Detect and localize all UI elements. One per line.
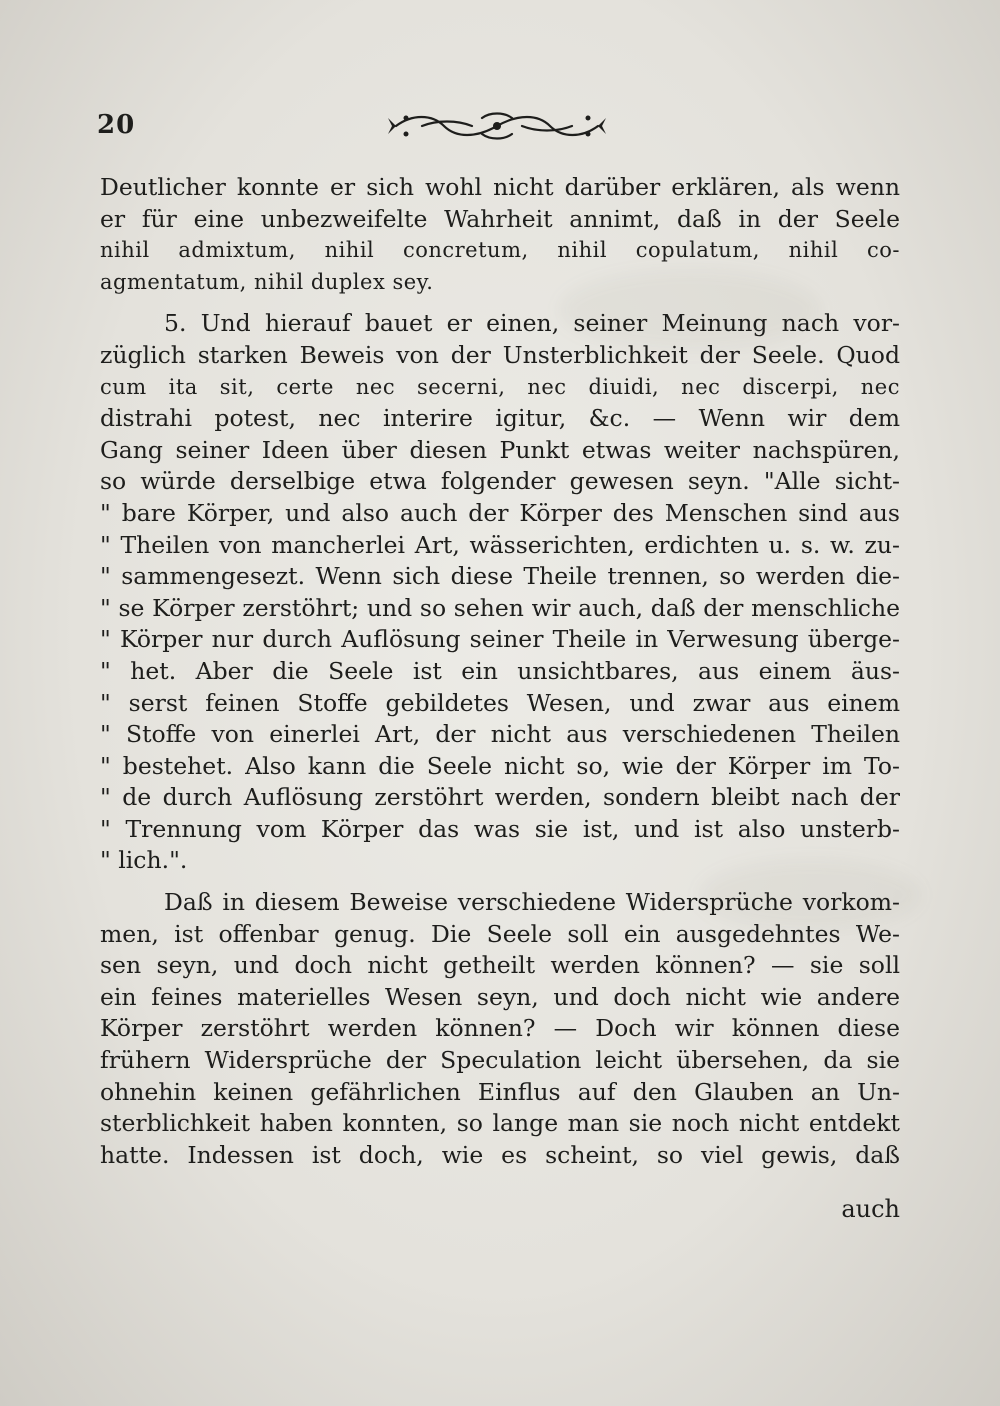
text-line: cum ita sit, certe nec secerni, nec diuidi, nec discerpi, nec xyxy=(100,374,900,399)
text-line: er für eine unbezweifelte Wahrheit annimt, daß in der Seele xyxy=(100,204,900,233)
text-line: " Körper nur durch Auflösung seiner Theile in Verwesung überge- xyxy=(100,625,900,654)
page-header xyxy=(97,106,897,146)
text-line: nihil admixtum, nihil concretum, nihil copulatum, nihil co- xyxy=(100,238,900,263)
text-line: " het. Aber die Seele ist ein unsichtbares, aus einem äus- xyxy=(100,656,900,685)
text-line: frühern Widersprüche der Speculation leicht übersehen, da sie xyxy=(100,1046,900,1075)
text-line: men, ist offenbar genug. Die Seele soll ein ausgedehntes We- xyxy=(100,919,900,948)
ornament-divider-icon xyxy=(382,106,612,146)
text-line: " Stoffe von einerlei Art, der nicht aus verschiedenen Theilen xyxy=(100,720,900,749)
page-number: 20 xyxy=(97,110,136,140)
text-line: distrahi potest, nec interire igitur, &c. — Wenn wir dem xyxy=(100,404,900,433)
paragraph-2 xyxy=(100,308,900,877)
text-line: hatte. Indessen ist doch, wie es scheint, so viel gewis, daß xyxy=(100,1140,900,1169)
text-line: " bestehet. Also kann die Seele nicht so, wie der Körper im To- xyxy=(100,751,900,780)
text-line: Körper zerstöhrt werden können? — Doch wir können diese xyxy=(100,1014,900,1043)
text-line: ohnehin keinen gefährlichen Einflus auf den Glauben an Un- xyxy=(100,1077,900,1106)
text-line: " sammengesezt. Wenn sich diese Theile trennen, so werden die- xyxy=(100,562,900,591)
body-text xyxy=(100,172,900,1171)
text-line: Daß in diesem Beweise verschiedene Widersprüche vorkom- xyxy=(164,888,900,917)
text-line: Deutlicher konnte er sich wohl nicht darüber erklären, als wenn xyxy=(100,173,900,201)
text-line: züglich starken Beweis von der Unsterblichkeit der Seele. Quod xyxy=(100,340,900,369)
text-line: Gang seiner Ideen über diesen Punkt etwas weiter nachspüren, xyxy=(100,435,900,464)
paragraph-1 xyxy=(100,172,900,298)
text-line: agmentatum, nihil duplex sey. xyxy=(100,269,434,294)
text-line: " Trennung vom Körper das was sie ist, und ist also unsterb- xyxy=(100,814,900,843)
text-line: ein feines materielles Wesen seyn, und doch nicht wie andere xyxy=(100,982,900,1011)
text-line: " serst feinen Stoffe gebildetes Wesen, und zwar aus einem xyxy=(100,688,900,717)
text-line: so würde derselbige etwa folgender gewesen seyn. "Alle sicht- xyxy=(100,467,900,496)
text-line: " Theilen von mancherlei Art, wässerichten, erdichten u. s. w. zu- xyxy=(100,530,900,559)
text-line: " bare Körper, und also auch der Körper des Menschen sind aus xyxy=(100,498,900,527)
text-line: " de durch Auflösung zerstöhrt werden, sondern bleibt nach der xyxy=(100,783,900,812)
text-line: 5. Und hierauf bauet er einen, seiner Meinung nach vor- xyxy=(164,309,900,338)
paragraph-3 xyxy=(100,887,900,1171)
text-line: " se Körper zerstöhrt; und so sehen wir auch, daß der menschliche xyxy=(100,593,900,622)
text-line: sterblichkeit haben konnten, so lange man sie noch nicht entdekt xyxy=(100,1109,900,1138)
text-line: " lich.". xyxy=(100,846,188,875)
catchword: auch xyxy=(841,1195,900,1223)
text-line: sen seyn, und doch nicht getheilt werden können? — sie soll xyxy=(100,951,900,980)
